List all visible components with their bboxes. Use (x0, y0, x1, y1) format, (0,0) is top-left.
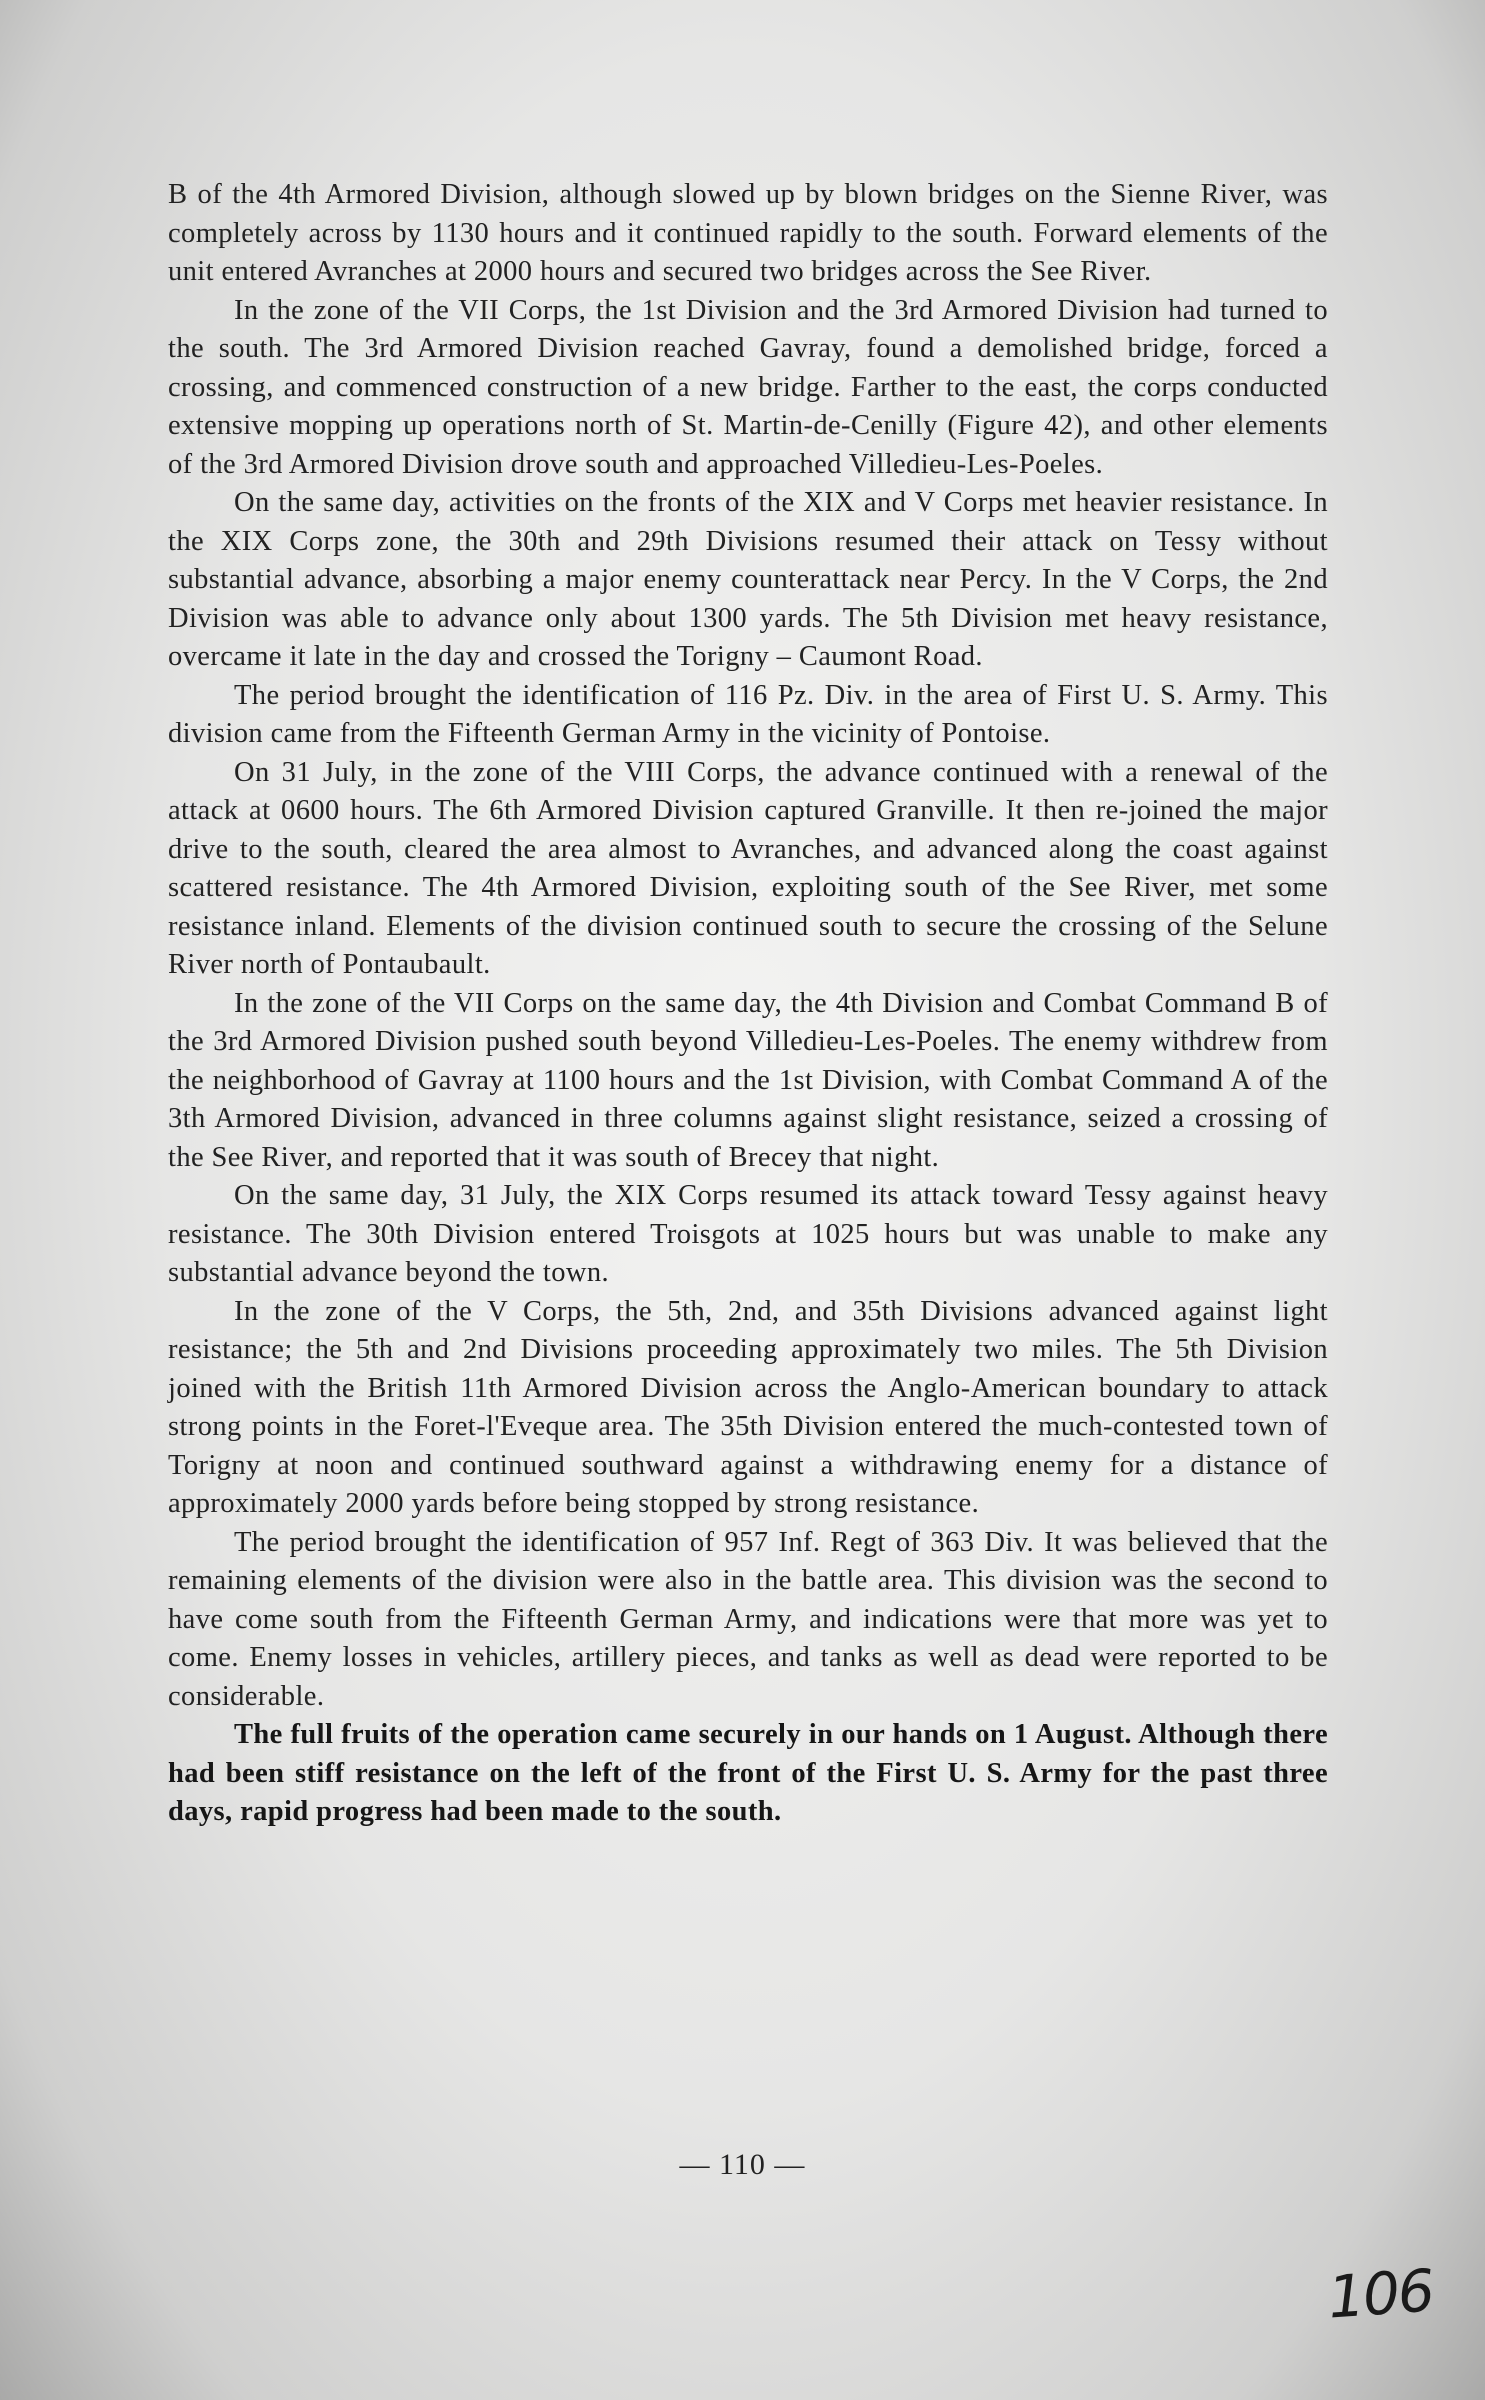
body-text (168, 176, 1328, 1832)
paragraph: B of the 4th Armored Division, although slowed up by blown bridges on the Sienne River, was completely across by 1130 hours and it continued rapidly to the south. Forward elements of the unit entered Avranches at 2000 hours and secured two bridges across the See River. (168, 179, 1328, 287)
paragraph: The period brought the identification of 116 Pz. Div. in the area of First U. S. Army. This division came from the Fifteenth German Army in the vicinity of Pontoise. (168, 679, 1328, 749)
paragraph: In the zone of the VII Corps on the same day, the 4th Division and Combat Command B of the 3rd Armored Division pushed south beyond Villedieu-Les-Poeles. The enemy withdrew from the neighborhood of Gavray at 1100 hours and the 1st Division, with Combat Command A of the 3th Armored Division, advanced in three columns against slight resistance, seized a crossing of the See River, and reported that it was south of Brecey that night. (168, 987, 1328, 1173)
paragraph: In the zone of the VII Corps, the 1st Division and the 3rd Armored Division had turned to the south. The 3rd Armored Division reached Gavray, found a demolished bridge, forced a crossing, and commenced construction of a new bridge. Farther to the east, the corps conducted extensive mopping up operations north of St. Martin-de-Cenilly (Figure 42), and other elements of the 3rd Armored Division drove south and approached Villedieu-Les-Poeles. (168, 294, 1328, 480)
paragraph: On the same day, activities on the fronts of the XIX and V Corps met heavier resistance. In the XIX Corps zone, the 30th and 29th Divisions resumed their attack on Tessy without substantial advance, absorbing a major enemy counterattack near Percy. In the V Corps, the 2nd Division was able to advance only about 1300 yards. The 5th Division met heavy resistance, overcame it late in the day and crossed the Torigny – Caumont Road. (168, 487, 1328, 672)
page-number: — 110 — (679, 2148, 806, 2181)
paragraph: In the zone of the V Corps, the 5th, 2nd, and 35th Divisions advanced against light resistance; the 5th and 2nd Divisions proceeding approximately two miles. The 5th Division joined with the British 11th Armored Division across the Anglo-American boundary to attack strong points in the Foret-l'Eveque area. The 35th Division entered the much-contested town of Torigny at noon and continued southward against a withdrawing enemy for a distance of approximately 2000 yards before being stopped by strong resistance. (168, 1295, 1328, 1519)
paragraph-bold: The full fruits of the operation came securely in our hands on 1 August. Although there had been stiff resistance on the left of the front of the First U. S. Army for the past three days, rapid progress had been made to the south. (168, 1719, 1328, 1827)
paragraph: The period brought the identification of 957 Inf. Regt of 363 Div. It was believed that the remaining elements of the division were also in the battle area. This division was the second to have come south from the Fifteenth German Army, and indications were that more was yet to come. Enemy losses in vehicles, artillery pieces, and tanks as well as dead were reported to be considerable. (168, 1526, 1328, 1712)
handwritten-page-number: 106 (1325, 2256, 1435, 2332)
paragraph: On the same day, 31 July, the XIX Corps resumed its attack toward Tessy against heavy resistance. The 30th Division entered Troisgots at 1025 hours but was unable to make any substantial advance beyond the town. (168, 1180, 1328, 1288)
paragraph: On 31 July, in the zone of the VIII Corps, the advance continued with a renewal of the attack at 0600 hours. The 6th Armored Division captured Granville. It then re-joined the major drive to the south, cleared the area almost to Avranches, and advanced along the coast against scattered resistance. The 4th Armored Division, exploiting south of the See River, met some resistance inland. Elements of the division continued south to secure the crossing of the Selune River north of Pontaubault. (168, 756, 1328, 980)
